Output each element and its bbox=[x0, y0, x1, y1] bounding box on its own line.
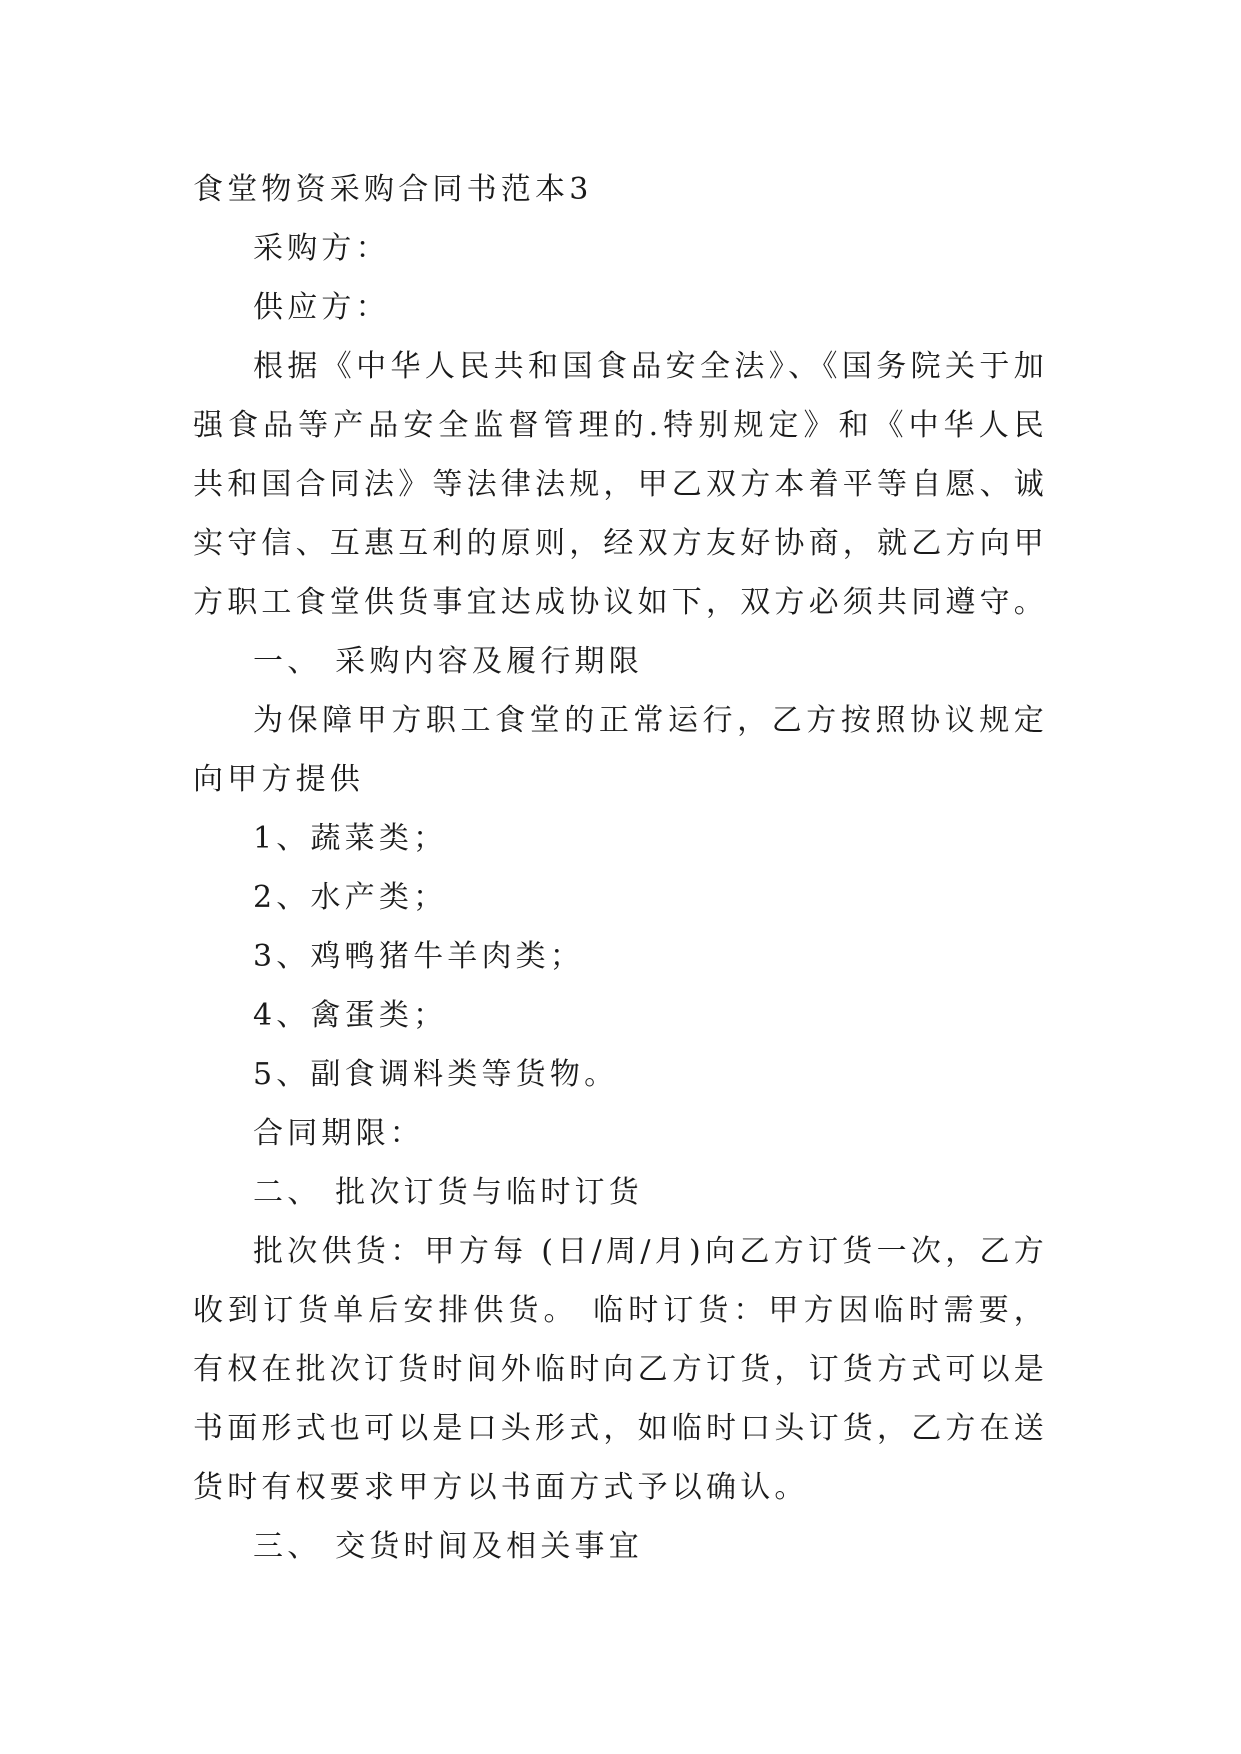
section2-body: 批次供货：甲方每 (日/周/月)向乙方订货一次，乙方收到订货单后安排供货。 临时订货：甲方因临时需要，有权在批次订货时间外临时向乙方订货，订货方式可以是书面形式也可以是口头形式，如临时口头订货，乙方在送货时有权要求甲方以书面方式予以确认。 bbox=[193, 1234, 1048, 1505]
section-heading-2: 二、 批次订货与临时订货 bbox=[253, 1175, 643, 1210]
purchaser-line: 采购方： bbox=[253, 231, 390, 266]
preamble-paragraph: 根据《中华人民共和国食品安全法》、《国务院关于加强食品等产品安全监督管理的.特别规定》和《中华人民共和国合同法》等法律法规，甲乙双方本着平等自愿、诚实守信、互惠互利的原则，经双方友好协商，就乙方向甲方职工食堂供货事宜达成协议如下，双方必须共同遵守。 bbox=[193, 349, 1048, 620]
document-body bbox=[193, 160, 1048, 1576]
list-item: 3、鸡鸭猪牛羊肉类； bbox=[253, 939, 585, 974]
list-item: 5、副食调料类等货物。 bbox=[253, 1057, 619, 1092]
list-item: 2、水产类； bbox=[253, 880, 448, 915]
contract-term-line: 合同期限： bbox=[253, 1116, 424, 1151]
list-item: 4、禽蛋类； bbox=[253, 998, 448, 1033]
section-heading-1: 一、 采购内容及履行期限 bbox=[253, 644, 643, 679]
section1-intro: 为保障甲方职工食堂的正常运行，乙方按照协议规定向甲方提供 bbox=[193, 703, 1048, 797]
section-heading-3: 三、 交货时间及相关事宜 bbox=[253, 1529, 643, 1564]
list-item: 1、蔬菜类； bbox=[253, 821, 448, 856]
supplier-line: 供应方： bbox=[253, 290, 390, 325]
document-title: 食堂物资采购合同书范本3 bbox=[193, 172, 593, 207]
